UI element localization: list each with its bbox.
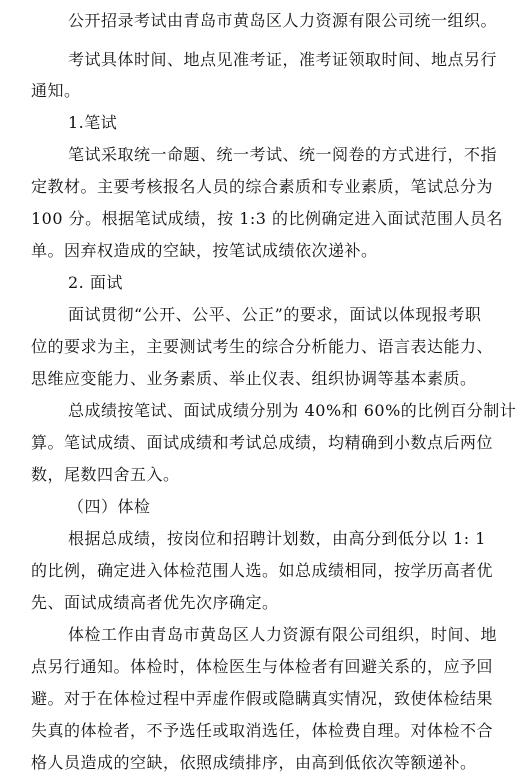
- paragraph-line: 通知。: [31, 81, 81, 100]
- section-heading-medical-exam: （四）体检: [68, 497, 151, 516]
- paragraph-line: 体检工作由青岛市黄岛区人力资源有限公司组织，时间、地: [68, 625, 498, 644]
- paragraph-line: 面试贯彻“公开、公平、公正”的要求，面试以体现报考职: [68, 305, 482, 324]
- paragraph-line: 避。对于在体检过程中弄虚作假或隐瞒真实情况，致使体检结果: [31, 689, 494, 708]
- paragraph-line: 公开招录考试由青岛市黄岛区人力资源有限公司统一组织。: [68, 11, 498, 30]
- paragraph-line: 算。笔试成绩、面试成绩和考试总成绩，均精确到小数点后两位: [31, 433, 494, 452]
- paragraph-line: 的比例，确定进入体检范围人选。如总成绩相同，按学历高者优: [31, 561, 494, 580]
- section-heading-interview: 2. 面试: [68, 273, 123, 292]
- paragraph-line: 数，尾数四舍五入。: [31, 465, 180, 484]
- section-heading-written-exam: 1.笔试: [68, 113, 118, 132]
- paragraph-line: 位的要求为主，主要测试考生的综合分析能力、语言表达能力、: [31, 337, 494, 356]
- paragraph-line: 失真的体检者，不予选任或取消选任，体检费自理。对体检不合: [31, 721, 494, 740]
- paragraph-line: 思维应变能力、业务素质、举止仪表、组织协调等基本素质。: [31, 369, 477, 388]
- paragraph-line: 总成绩按笔试、面试成绩分别为 40%和 60%的比例百分制计: [68, 401, 517, 420]
- paragraph-line: 考试具体时间、地点见准考证，准考证领取时间、地点另行: [68, 50, 498, 69]
- paragraph-line: 笔试采取统一命题、统一考试、统一阅卷的方式进行，不指: [68, 145, 498, 164]
- paragraph-line: 根据总成绩，按岗位和招聘计划数，由高分到低分以 1: 1: [68, 529, 486, 548]
- paragraph-line: 先、面试成绩高者优先次序确定。: [31, 593, 279, 612]
- paragraph-line: 单。因弃权造成的空缺，按笔试成绩依次递补。: [31, 241, 378, 260]
- paragraph-line: 格人员造成的空缺，依照成绩排序，由高到低依次等额递补。: [31, 753, 477, 772]
- paragraph-line: 定教材。主要考核报名人员的综合素质和专业素质，笔试总分为: [31, 177, 494, 196]
- paragraph-line: 100 分。根据笔试成绩，按 1:3 的比例确定进入面试范围人员名: [31, 209, 504, 228]
- paragraph-line: 点另行通知。体检时，体检医生与体检者有回避关系的，应予回: [31, 657, 494, 676]
